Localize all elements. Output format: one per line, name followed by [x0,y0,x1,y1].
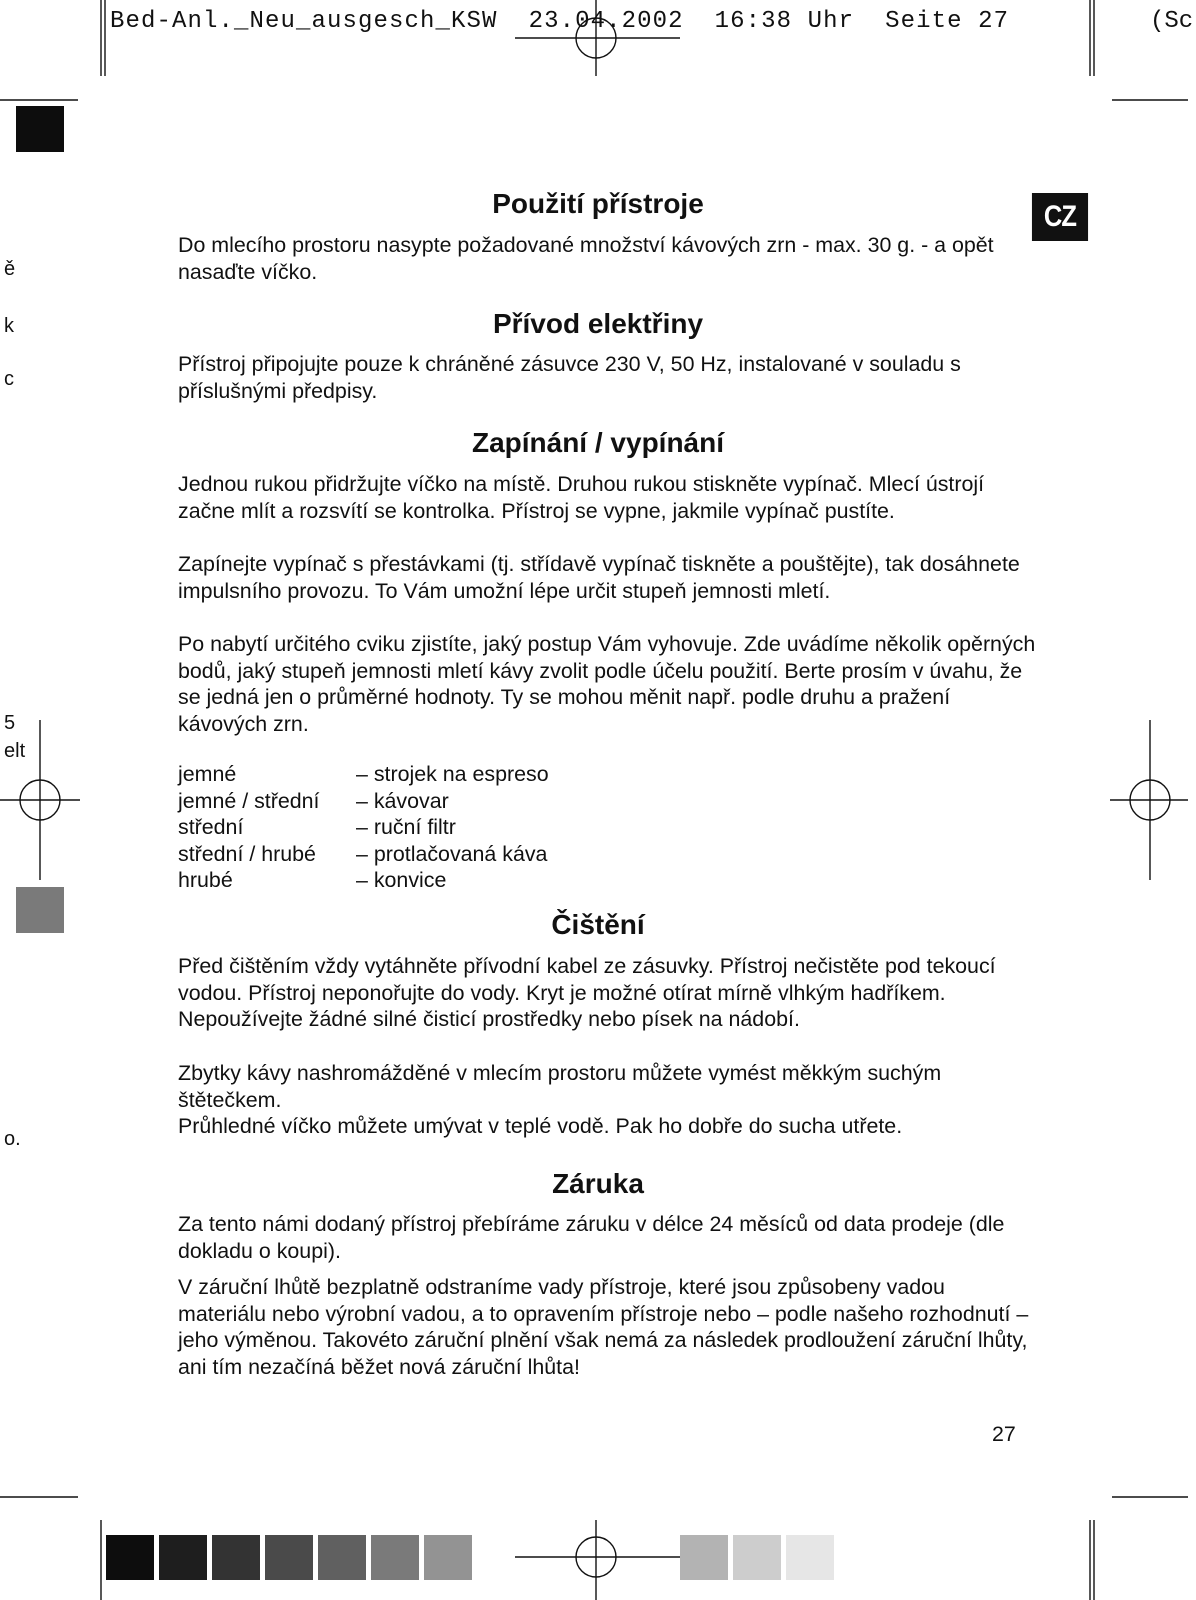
grind-level: jemné [178,762,237,786]
density-swatch [212,1535,260,1580]
paragraph-warranty-2: V záruční lhůtě bezplatně odstraníme vady přístroje, které jsou způsobeny vadou materiálu nebo výrobní vadou, a to opravením přístroje nebo – podle našeho rozhodnutí – jeho výměnou. Takovéto záruční plnění však nemá za následek prodloužení záruční lhůty, ani tím nezačíná běžet nová záruční lhůta! [178,1275,1029,1379]
section-title-usage: Použití přístroje [492,188,704,219]
density-swatch [786,1535,834,1580]
section-title-switching: Zapínání / vypínání [471,427,725,458]
paragraph-cleaning-2: Zbytky kávy nashromážděné v mlecím prostoru můžete vymést měkkým suchým štětečkem. [178,1061,942,1112]
section-title-warranty: Záruka [552,1168,644,1199]
margin-fragment: 5 [4,712,16,734]
grind-level: jemné / střední [178,788,320,813]
paragraph-cleaning-3: Průhledné víčko můžete umývat v teplé vodě. Pak ho dobře do sucha utřete. [178,1114,903,1138]
page-number: 27 [992,1422,1016,1446]
grind-row [178,761,549,788]
grind-row [178,814,549,841]
grind-level: střední / hrubé [178,841,316,866]
registration-mark-right [1110,720,1188,880]
grind-row [178,867,549,894]
grind-use: – protlačovaná káva [356,841,548,866]
density-swatch [371,1535,419,1580]
density-swatch [318,1535,366,1580]
print-slug-line: Bed-Anl._Neu_ausgesch_KSW 23.04.2002 16:38 Uhr Seite 27 [110,8,1010,35]
paragraph-cleaning-1: Před čištěním vždy vytáhněte přívodní kabel ze zásuvky. Přístroj nečistěte pod tekoucí vodou. Přístroj neponořujte do vody. Kryt je možné otírat mírně vlhkým hadříkem. Nepoužívejte žádné silné čisticí prostředky nebo písek na nádobí. [178,954,996,1031]
registration-mark-bottom [515,1520,680,1600]
paragraph-switching-2: Zapínejte vypínač s přestávkami (tj. střídavě vypínač tiskněte a pouštějte), tak dosáhnete impulsního provozu. To Vám umožní lépe určit stupeň jemnosti mletí. [178,552,1020,603]
margin-fragment: o. [4,1128,21,1150]
grind-table [178,761,549,894]
margin-fragment: elt [4,740,26,762]
density-swatch [733,1535,781,1580]
grind-use: – strojek na espreso [356,762,549,786]
section-title-cleaning: Čištění [551,909,645,940]
grind-use: – ruční filtr [356,815,456,839]
grind-use: – konvice [356,868,447,892]
paragraph-power: Přístroj připojujte pouze k chráněné zásuvce 230 V, 50 Hz, instalované v souladu s příslušnými předpisy. [178,352,961,403]
density-swatch [106,1535,154,1580]
margin-fragment: c [4,368,14,390]
density-block-black [16,106,64,152]
grind-row [178,788,549,815]
grind-level: hrubé [178,868,233,892]
margin-fragment: k [4,315,14,337]
paragraph-switching-1: Jednou rukou přidržujte víčko na místě. Druhou rukou stiskněte vypínač. Mlecí ústrojí začne mlít a rozsvítí se kontrolka. Přístroj se vypne, jakmile vypínač pustíte. [178,472,985,523]
paragraph-switching-3: Po nabytí určitého cviku zjistíte, jaký postup Vám vyhovuje. Zde uvádíme několik opěrných bodů, jaký stupeň jemnosti mletí kávy zvolit podle účelu použití. Berte prosím v úvahu, že se jedná jen o průměrné hodnoty. Ty se mohou měnit např. podle druhu a pražení kávových zrn. [178,632,1036,736]
paragraph-warranty-1: Za tento námi dodaný přístroj přebíráme záruku v délce 24 měsíců od data prodeje (dle dokladu o koupi). [178,1212,1005,1263]
print-slug-overflow: (Sc [1150,8,1194,35]
paragraph-usage: Do mlecího prostoru nasypte požadované množství kávových zrn - max. 30 g. - a opět nasaďte víčko. [178,233,994,284]
density-swatch [680,1535,728,1580]
grind-use: – kávovar [356,788,449,813]
density-swatch [424,1535,472,1580]
density-swatch [265,1535,313,1580]
margin-fragment: ě [4,258,16,280]
grind-level: střední [178,815,244,839]
language-badge: CZ [1032,193,1088,241]
grind-row [178,841,549,868]
density-swatch [159,1535,207,1580]
section-title-power: Přívod elektřiny [492,308,704,339]
